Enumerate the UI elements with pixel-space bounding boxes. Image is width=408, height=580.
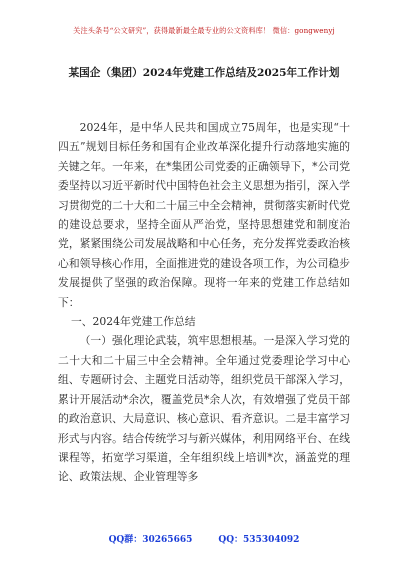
paragraph-intro: 2024年，是中华人民共和国成立75周年，也是实现“十四五”规划目标任务和国有企业改革深化提升行动落地实施的关键之年。一年来，在*集团公司党委的正确领导下，*公司党委坚持以习近平新时代中国特色社会主义思想为指引，深入学习贯彻党的二十大和二十届三中全会精神，贯彻落实新时代党的建设总要求，坚持全面从严治党，坚持思想建党和制度治党，紧紧围绕公司发展战略和中心任务，充分发挥党委政治核心和领导核心作用，全面推进党的建设各项工作，为公司稳步发展提供了坚强的政治保障。现将一年来的党建工作总结如下： — [58, 121, 350, 309]
footer-qq-group: QQ群：30265665 — [108, 535, 193, 545]
footer-qq: QQ：535304092 — [218, 535, 300, 545]
document-body — [58, 118, 350, 487]
paragraph-section-1: （一）强化理论武装，筑牢思想根基。一是深入学习党的二十大和二十届三中全会精神。全年通过党委理论学习中心组、专题研讨会、主题党日活动等，组织党员干部深入学习，累计开展活动*余次，覆盖党员*余人次，有效增强了党员干部的政治意识、大局意识、核心意识、看齐意识。二是丰富学习形式与内容。结合传统学习与新兴媒体，利用网络平台、在线课程等，拓宽学习渠道，全年组织线上培训*次，涵盖党的理论、政策法规、企业管理等多 — [58, 334, 350, 484]
document-title: 某国企（集团）2024年党建工作总结及2025年工作计划 — [68, 67, 340, 79]
header-banner-text: 关注头条号“公文研究”，获得最新最全最专业的公文资料库！ 微信：gongwenyj — [73, 26, 335, 35]
header-banner — [0, 26, 408, 36]
section-heading: 一、2024年党建工作总结 — [70, 315, 196, 329]
footer-contact — [0, 532, 408, 545]
